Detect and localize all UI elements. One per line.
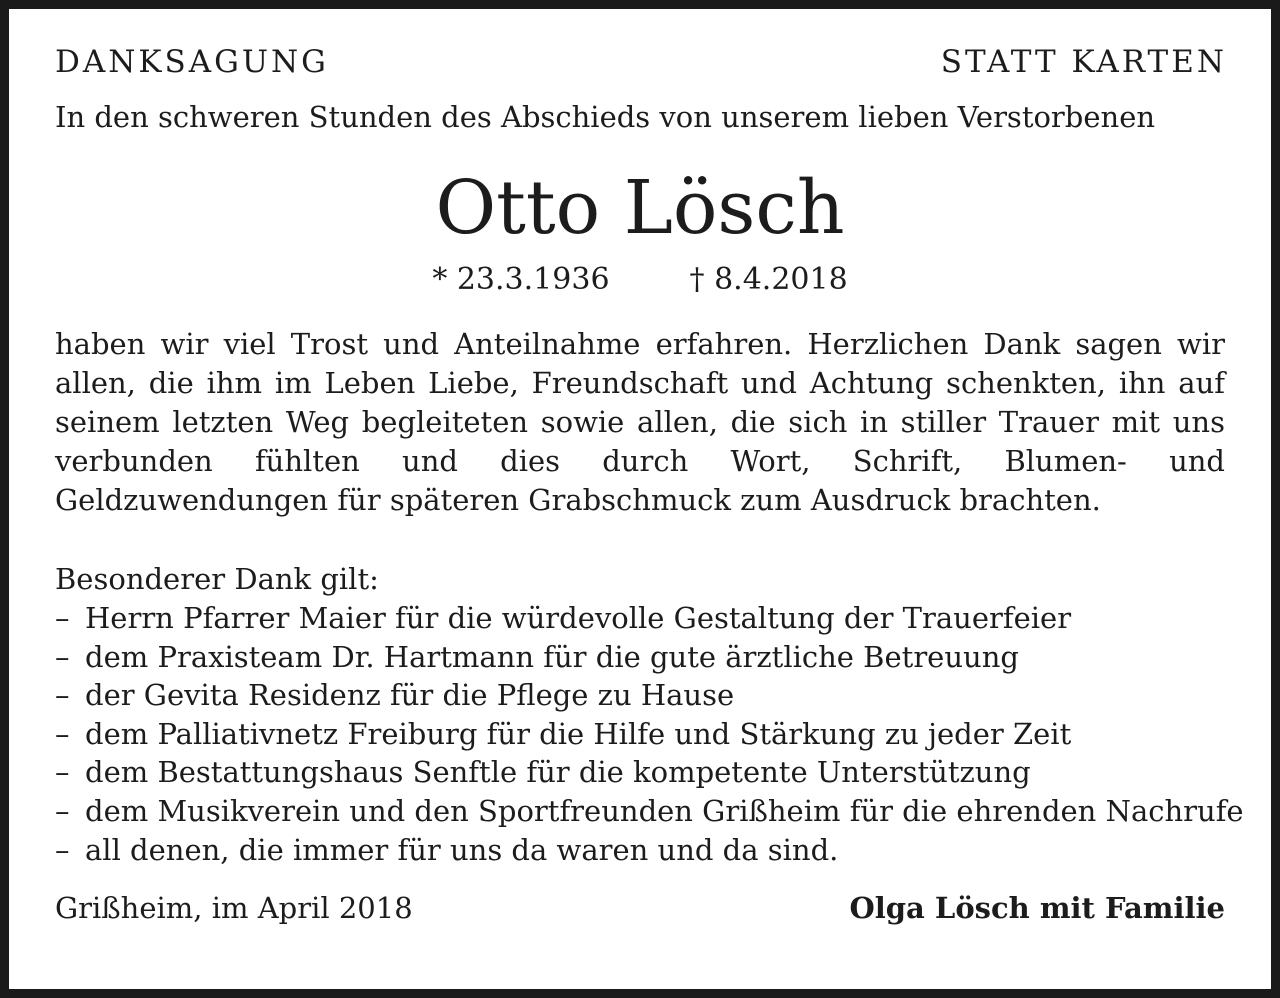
list-item-text: dem Bestattungshaus Senftle für die kompetente Unterstützung [85,755,1031,790]
list-item [55,676,1244,715]
list-item-text: all denen, die immer für uns da waren und da sind. [85,832,839,867]
list-item-text: dem Musikverein und den Sportfreunden Grißheim für die ehrenden Nachrufe [85,793,1244,828]
list-item-text: dem Praxisteam Dr. Hartmann für die gute ärztliche Betreuung [85,639,1019,674]
header-danksagung: DANKSAGUNG [55,44,329,80]
dash-bullet: – [55,755,70,790]
death-date: † 8.4.2018 [689,262,848,297]
place-and-date: Grißheim, im April 2018 [55,891,413,925]
dash-bullet: – [55,716,70,751]
list-item [55,638,1244,677]
list-item-text: Herrn Pfarrer Maier für die würdevolle Gestaltung der Trauerfeier [85,601,1072,635]
list-item [55,715,1244,754]
list-item-text: der Gevita Residenz für die Pflege zu Hause [85,678,735,713]
deceased-name: Otto Lösch [435,165,845,251]
special-thanks-heading: Besonderer Dank gilt: [55,562,379,596]
dash-bullet: – [55,601,70,635]
list-item [55,831,1244,870]
signature: Olga Lösch mit Familie [849,891,1225,925]
header-statt-karten: STATT KARTEN [940,44,1227,80]
list-item [55,599,1244,638]
birth-date: * 23.3.1936 [432,262,610,297]
dash-bullet: – [55,639,70,674]
dash-bullet: – [55,793,70,828]
list-item [55,753,1244,792]
list-item [55,792,1244,831]
special-thanks-list [55,599,1244,869]
dash-bullet: – [55,832,70,867]
obituary-card [9,9,1271,989]
dash-bullet: – [55,678,70,713]
thanks-paragraph: haben wir viel Trost und Anteilnahme erfahren. Herzlichen Dank sagen wir allen, die ihm im Leben Liebe, Freundschaft und Achtung schenkten, ihn auf seinem letzten Weg begleiteten sowie allen, die sich in stiller Trauer mit uns verbunden fühlten und dies durch Wort, Schrift, Blumen- und Geldzuwendungen für späteren Grabschmuck zum Ausdruck brachten. [55,327,1225,517]
list-item-text: dem Palliativnetz Freiburg für die Hilfe und Stärkung zu jeder Zeit [85,716,1072,751]
life-dates [9,261,1271,299]
intro-line: In den schweren Stunden des Abschieds von unserem lieben Verstorbenen [55,100,1156,134]
